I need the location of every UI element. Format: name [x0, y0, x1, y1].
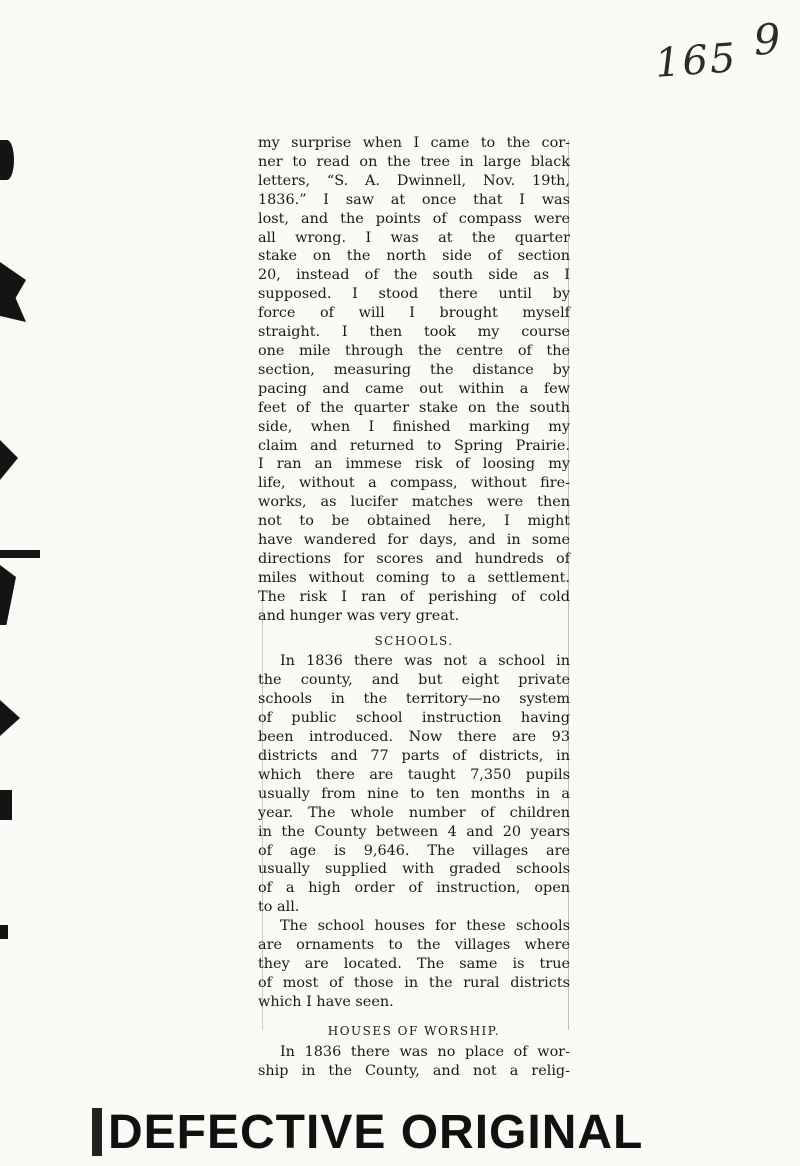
text-line: directions for scores and hundreds of: [258, 550, 570, 567]
binding-mark: [0, 550, 40, 558]
text-line: of a high order of instruction, open: [258, 880, 570, 897]
binding-mark: [0, 565, 16, 625]
text-line: one mile through the centre of the: [258, 342, 570, 359]
binding-mark: [0, 790, 12, 820]
stamp-bar: [92, 1108, 102, 1156]
page-number: 165: [653, 35, 739, 87]
text-line: ner to read on the tree in large black: [258, 153, 570, 170]
section-heading-worship: HOUSES OF WORSHIP.: [327, 1023, 501, 1038]
text-line: lost, and the points of compass were: [258, 210, 570, 227]
paragraph-worship: [258, 1043, 570, 1081]
text-line: have wandered for days, and in some: [258, 532, 570, 549]
text-line: straight. I then took my course: [258, 324, 570, 341]
text-line: 20, instead of the south side as I: [258, 267, 570, 284]
text-line: works, as lucifer matches were then: [258, 494, 570, 511]
defective-original-stamp: [92, 1104, 698, 1160]
text-line: usually supplied with graded schools: [258, 861, 570, 878]
text-line: which I have seen.: [258, 993, 394, 1010]
text-line: schools in the territory—no system: [258, 691, 570, 708]
text-line: year. The whole number of children: [258, 804, 570, 821]
handwritten-page-number: [653, 13, 785, 87]
text-line: to all.: [258, 899, 300, 916]
text-line: supposed. I stood there until by: [258, 286, 570, 303]
text-line: districts and 77 parts of districts, in: [258, 748, 570, 764]
text-line: not to be obtained here, I might: [258, 513, 570, 530]
text-line: 1836.” I saw at once that I was: [258, 191, 570, 208]
text-line: In 1836 there was no place of wor-: [280, 1043, 570, 1060]
text-line: and hunger was very great.: [258, 607, 460, 624]
text-line: pacing and came out within a few: [258, 380, 570, 397]
text-line: stake on the north side of section: [258, 248, 570, 265]
text-line: claim and returned to Spring Prairie.: [258, 437, 570, 454]
text-line: force of will I brought myself: [258, 305, 570, 322]
text-line: life, without a compass, without fire-: [258, 475, 570, 492]
text-line: my surprise when I came to the cor-: [258, 135, 570, 151]
section-heading-schools: SCHOOLS.: [374, 633, 454, 648]
newspaper-clipping: [258, 134, 570, 1079]
text-line: of most of those in the rural districts: [258, 974, 570, 991]
text-line: letters, “S. A. Dwinnell, Nov. 19th,: [258, 172, 570, 189]
corner-number: 9: [751, 13, 785, 65]
text-line: which there are taught 7,350 pupils: [258, 766, 570, 783]
binding-mark: [0, 262, 26, 322]
binding-mark: [0, 925, 8, 939]
text-line: been introduced. Now there are 93: [258, 729, 570, 746]
paragraph-lost: [258, 134, 570, 626]
text-line: ship in the County, and not a relig-: [258, 1062, 570, 1079]
text-line: the county, and but eight private: [258, 672, 570, 689]
text-line: they are located. The same is true: [258, 955, 570, 972]
text-line: section, measuring the distance by: [258, 361, 570, 378]
paragraph-school-houses: [258, 917, 570, 1012]
text-line: of age is 9,646. The villages are: [258, 842, 570, 859]
binding-mark: [0, 700, 20, 736]
text-line: in the County between 4 and 20 years: [258, 823, 570, 840]
stamp-label: DEFECTIVE ORIGINAL: [108, 1105, 644, 1159]
text-line: I ran an immese risk of loosing my: [258, 456, 570, 473]
text-line: side, when I finished marking my: [258, 418, 570, 435]
text-line: The risk I ran of perishing of cold: [258, 588, 570, 605]
text-line: are ornaments to the villages where: [258, 937, 570, 954]
binding-mark: [0, 440, 18, 480]
text-line: usually from nine to ten months in a: [258, 785, 570, 802]
text-line: miles without coming to a settlement.: [258, 569, 570, 586]
binding-mark: [0, 140, 14, 180]
text-line: all wrong. I was at the quarter: [258, 229, 570, 246]
text-line: feet of the quarter stake on the south: [258, 399, 570, 416]
text-line: of public school instruction having: [258, 710, 570, 727]
text-line: In 1836 there was not a school in: [280, 653, 570, 670]
text-line: The school houses for these schools: [280, 918, 570, 935]
paragraph-schools: [258, 652, 570, 917]
